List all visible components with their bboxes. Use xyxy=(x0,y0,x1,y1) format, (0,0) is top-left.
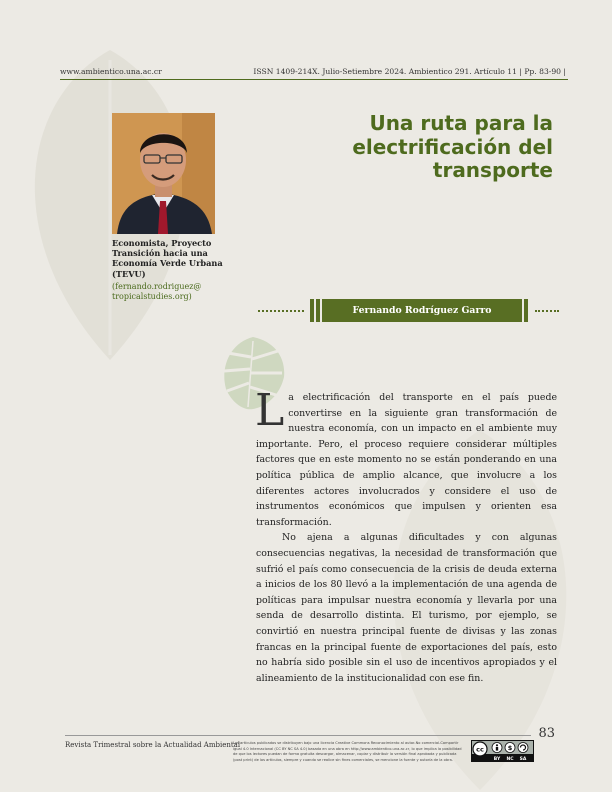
author-name-banner xyxy=(322,299,522,322)
footer-license-text: Los artículos publicados se distribuyen bajo una licencia Creative Commons Reconocimiento al autor-No comercial-Compartir igual 4.0 Internacional (CC BY NC SA 4.0) basada en una obra en http://www.ambientico.una.ac.cr, lo que implica la posibilidad de que los lectores puedan de forma gratuita descargar, almacenar, copiar y distribuir la versión final aprobada y publicada (post print) de los artículos, siempre y cuando se realice sin fines comerciales, se mencione la fuente y autoría de la obra. xyxy=(233,741,462,762)
author-portrait-image xyxy=(112,113,215,234)
dotted-rule-left xyxy=(258,310,304,312)
bar-tick-right xyxy=(524,299,528,322)
article-body xyxy=(255,385,557,686)
article-title-line: transporte xyxy=(432,158,553,182)
article-title-line: Una ruta para la xyxy=(369,111,553,135)
author-name: Fernando Rodríguez Garro xyxy=(352,305,492,316)
cc-license-badge[interactable] xyxy=(471,740,534,762)
header-divider xyxy=(60,79,568,80)
page-number: 83 xyxy=(538,726,555,741)
cc-label-sa: SA xyxy=(519,757,527,762)
header-site-url[interactable]: www.ambientico.una.ac.cr xyxy=(60,67,162,76)
paragraph-2-text: No ajena a algunas dificultades y con algunas consecuencias negativas, la necesidad de transformación que sufrió el país como consecuencia de la crisis de deuda externa a inicios de los 80 llevó a la implementación de una agenda de políticas para impulsar nuestra economía y llevarla por una senda de desarrollo distinta. El turismo, por ejemplo, se convirtió en nuestra principal fuente de divisas y las zonas francas en la principal fuente de exportaciones del país, esto no habría sido posible sin el uso de incentivos apropiados y el alineamiento de la institucionalidad con ese fin. xyxy=(256,532,557,684)
paragraph xyxy=(255,385,557,530)
author-email-link[interactable]: (fernando.rodriguez@ tropicalstudies.org) xyxy=(112,282,202,302)
dotted-rule-right xyxy=(535,310,559,312)
cc-symbol: cc xyxy=(476,745,484,754)
header-issn-info: ISSN 1409-214X. Julio-Setiembre 2024. Ambientico 291. Artículo 11 | Pp. 83-90 | xyxy=(253,67,566,76)
bar-tick-left xyxy=(316,299,320,322)
author-role: Economista, Proyecto Transición hacia una Economía Verde Urbana (TEVU) xyxy=(112,238,223,279)
cc-label-nc: NC xyxy=(506,757,514,762)
article-title xyxy=(293,112,553,183)
author-photo xyxy=(112,113,215,234)
drop-cap: L xyxy=(255,385,285,436)
svg-text:$: $ xyxy=(507,744,513,752)
footer-journal-name: Revista Trimestral sobre la Actualidad Ambiental xyxy=(65,741,241,749)
bar-tick-left xyxy=(310,299,314,322)
cc-by-nc-sa-icon xyxy=(471,740,534,762)
footer-divider xyxy=(65,735,531,736)
cc-label-by: BY xyxy=(493,757,501,762)
paragraph-1-text: a electrificación del transporte en el país puede convertirse en la siguiente gran transformación de nuestra economía, con un impacto en el ambiente muy importante. Pero, el proceso requiere considerar múltiples factores que en este momento no se están ponderando en una política pública de amplio alcance, que involucre a los diferentes actores involucrados y considere el uso de instrumentos económicos que impulsen y orienten esa transformación. xyxy=(256,392,557,528)
article-title-line: electrificación del xyxy=(352,134,553,159)
